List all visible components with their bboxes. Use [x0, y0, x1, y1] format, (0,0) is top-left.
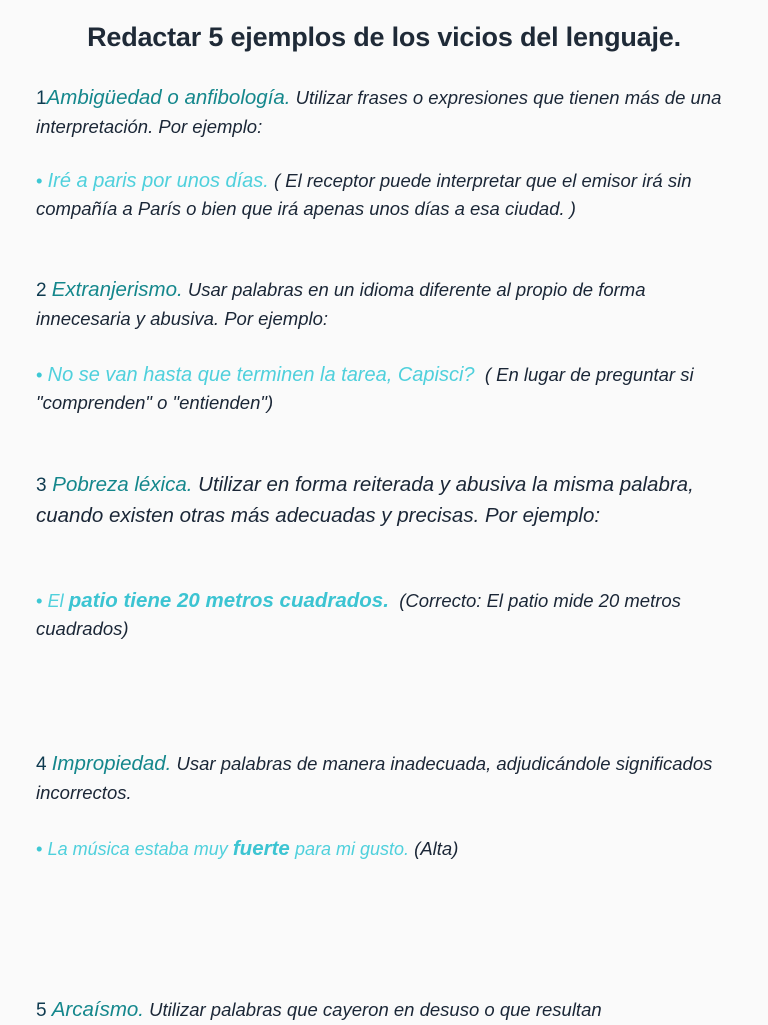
bullet: •	[36, 590, 43, 611]
example-note: ( En lugar de preguntar si "comprenden" o "entienden")	[36, 364, 694, 413]
vice-term: Arcaísmo.	[51, 998, 144, 1021]
vice-term: Impropiedad.	[51, 752, 172, 775]
example-text-after: para mi gusto.	[294, 839, 410, 859]
vice-description: Usar palabras de manera inadecuada, adjudicándole significados incorrectos.	[36, 753, 713, 803]
example-text-before: La música estaba muy	[47, 839, 228, 859]
vice-example	[36, 835, 736, 863]
bullet: •	[36, 170, 43, 191]
item-number: 1	[36, 88, 47, 109]
vice-item-1	[36, 84, 736, 223]
vice-item-4	[36, 750, 736, 863]
item-number: 3	[36, 475, 47, 496]
item-number: 4	[36, 754, 47, 775]
vice-heading	[36, 276, 736, 333]
example-note: ( El receptor puede interpretar que el emisor irá sin compañía a París o bien que irá apenas unos días a esa ciudad. )	[36, 170, 692, 219]
vice-example	[36, 587, 736, 643]
example-note: (Alta)	[414, 838, 459, 859]
vice-description: Utilizar palabras que cayeron en desuso o que resultan	[149, 999, 602, 1020]
vice-description: Usar palabras en un idioma diferente al propio de forma innecesaria y abusiva. Por ejemplo:	[36, 279, 646, 329]
vice-heading	[36, 750, 736, 807]
bullet: •	[36, 364, 43, 385]
example-note: (Correcto: El patio mide 20 metros cuadrados)	[36, 590, 681, 639]
vice-term: Extranjerismo.	[51, 278, 183, 301]
example-prefix: El	[47, 591, 64, 611]
vice-heading	[36, 470, 736, 531]
vice-item-3	[36, 470, 736, 643]
example-text: Iré a paris por unos días.	[47, 170, 269, 192]
vice-item-5	[36, 996, 736, 1025]
example-key-word: fuerte	[232, 837, 290, 860]
vice-heading	[36, 996, 736, 1025]
page-title: Redactar 5 ejemplos de los vicios del lenguaje.	[87, 22, 681, 52]
vice-example	[36, 167, 736, 223]
vice-example	[36, 361, 736, 417]
vice-description: Utilizar frases o expresiones que tienen más de una interpretación. Por ejemplo:	[36, 87, 722, 137]
vice-item-2	[36, 276, 736, 417]
item-number: 2	[36, 280, 47, 301]
vice-term: Pobreza léxica.	[52, 473, 193, 496]
item-number: 5	[36, 1000, 47, 1021]
vice-term: Ambigüedad o anfibología.	[46, 86, 291, 109]
example-text: No se van hasta que terminen la tarea, Capisci?	[47, 364, 475, 386]
bullet: •	[36, 838, 43, 859]
example-text: patio tiene 20 metros cuadrados.	[68, 589, 389, 612]
vice-description: Utilizar en forma reiterada y abusiva la misma palabra, cuando existen otras más adecuadas y precisas. Por ejemplo:	[36, 473, 694, 527]
vice-heading	[36, 84, 736, 141]
